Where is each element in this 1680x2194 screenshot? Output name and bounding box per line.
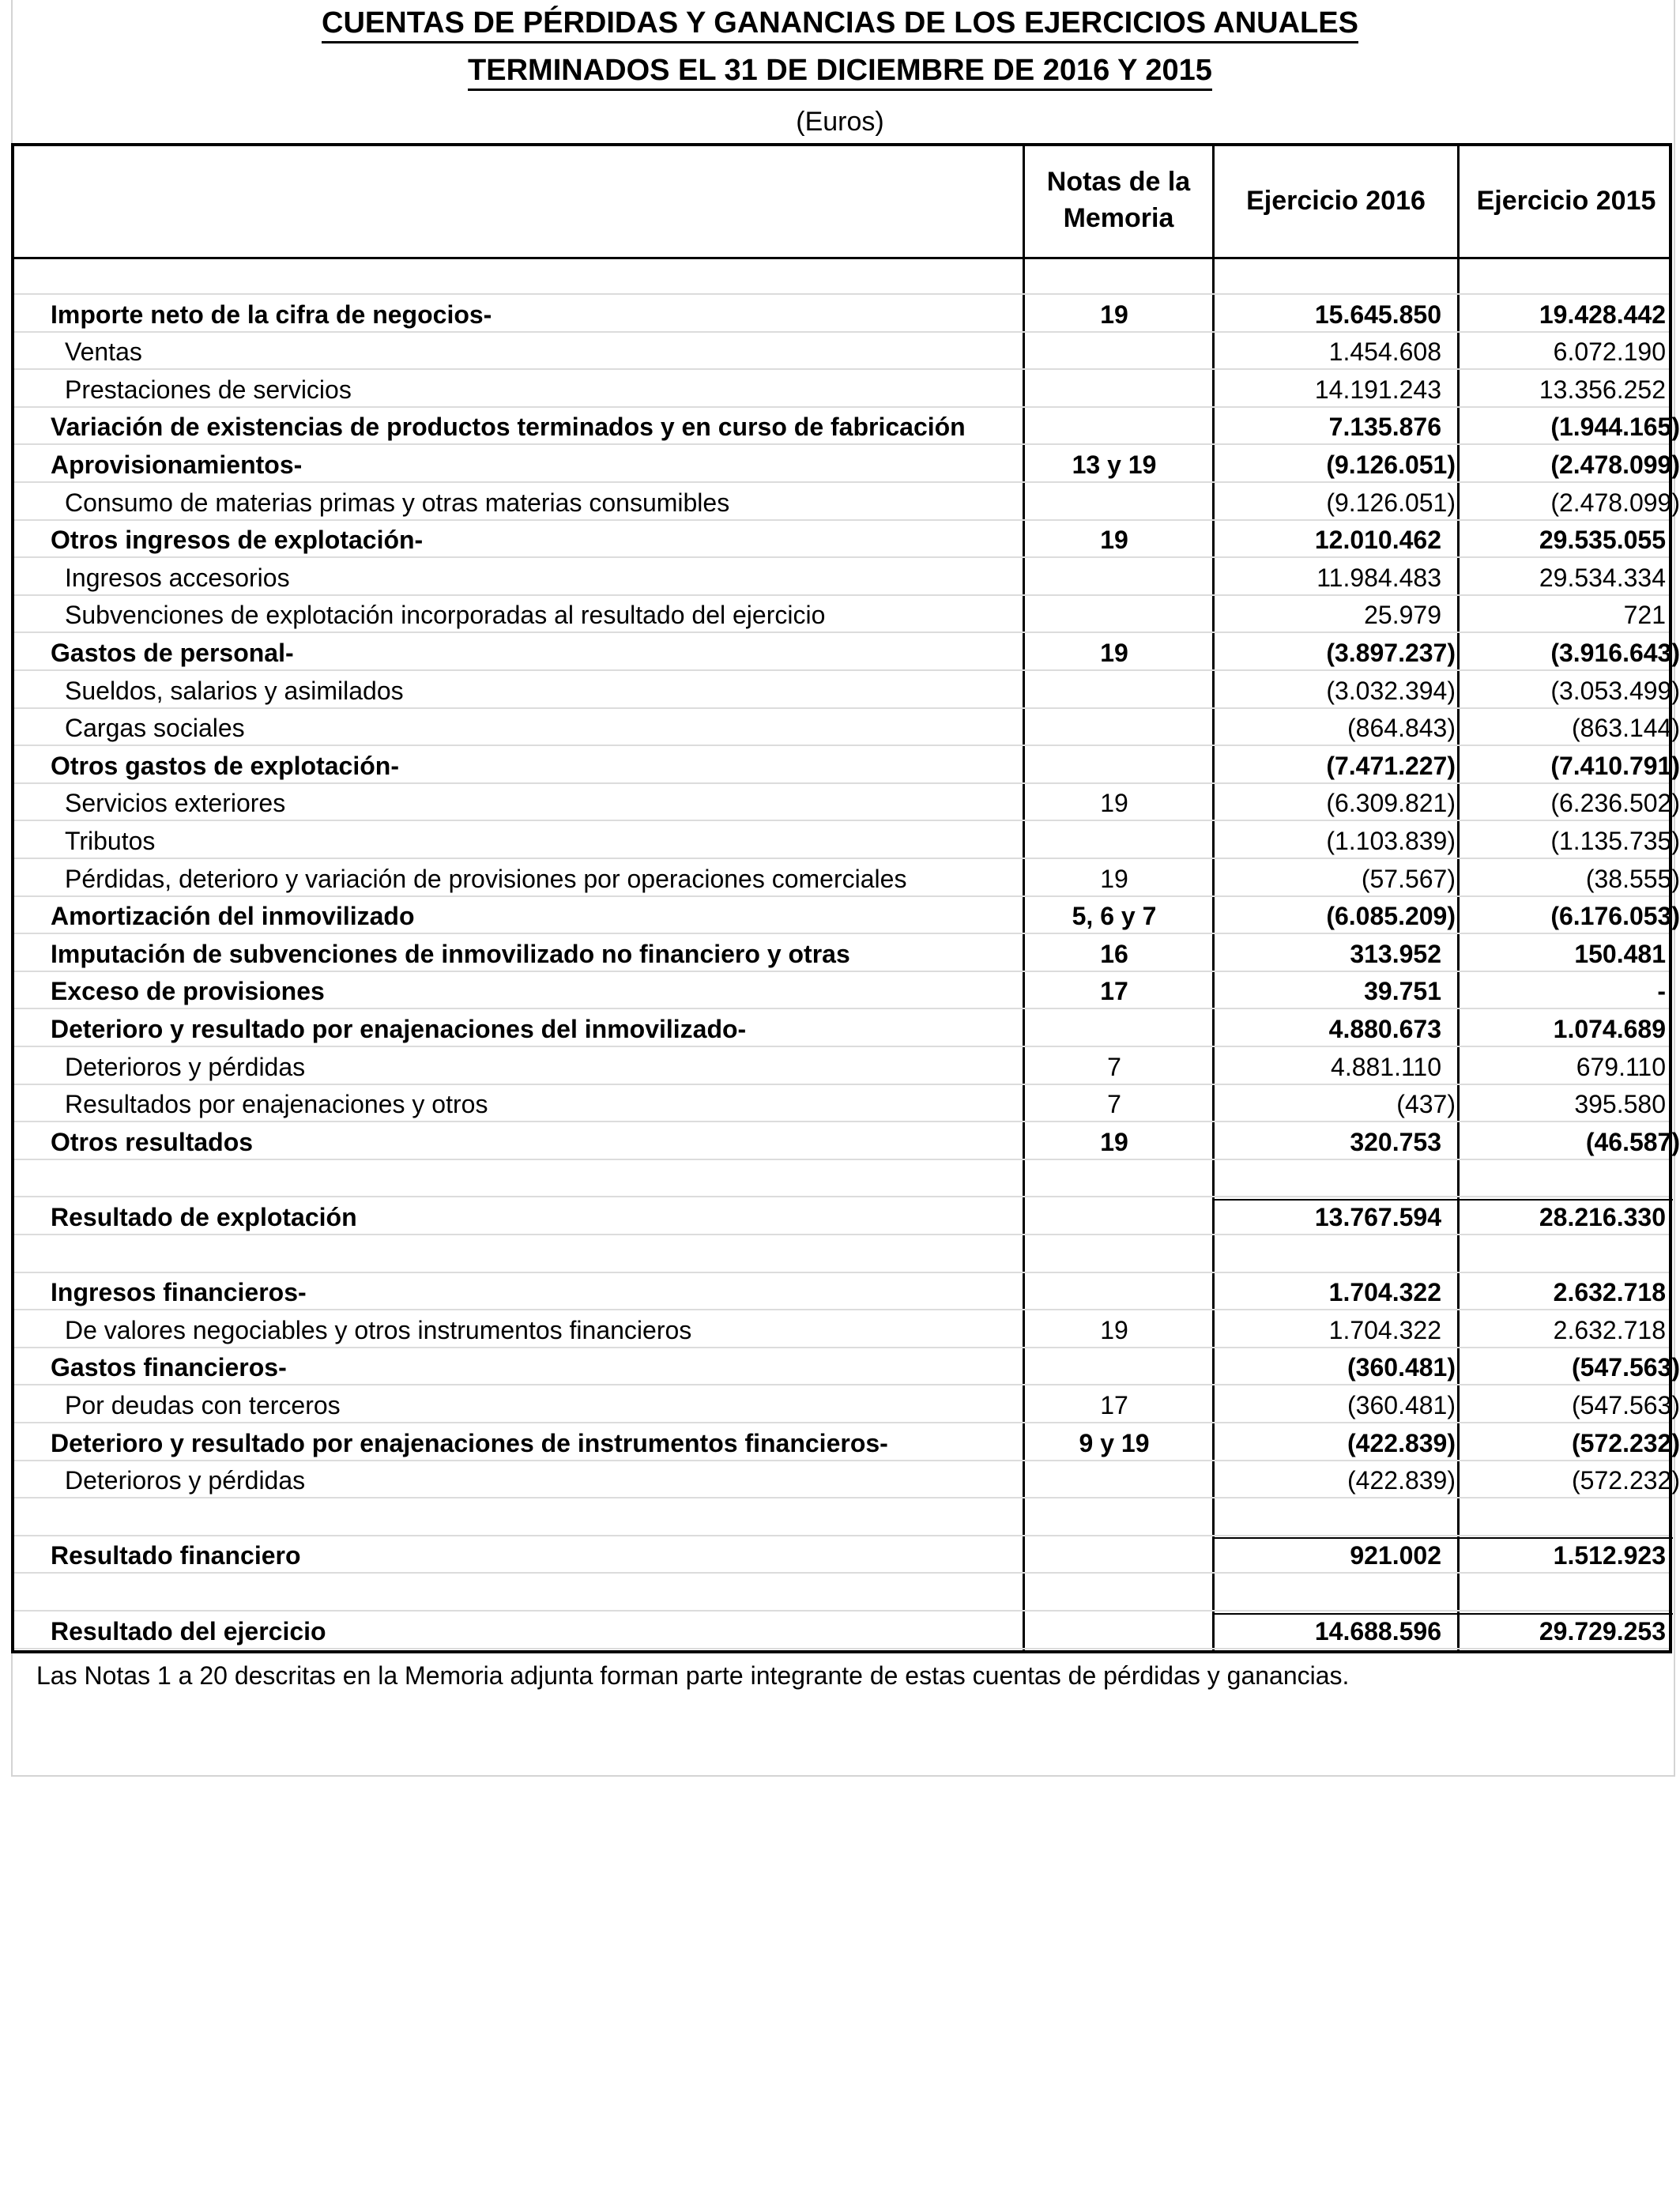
value-2016: 921.002 (1350, 1541, 1441, 1570)
value-2016: 1.454.608 (1328, 337, 1441, 367)
value-2016: (9.126.051) (1326, 488, 1456, 517)
value-2015: 721 (1623, 601, 1666, 630)
table-row (14, 748, 1680, 786)
row-label (51, 258, 1030, 296)
row-note (1018, 1575, 1211, 1613)
row-note (1018, 1500, 1211, 1538)
row-label: Exceso de provisiones (51, 977, 325, 1006)
value-2015: 6.072.190 (1553, 337, 1666, 367)
row-label: Imputación de subvenciones de inmovilizado no financiero y otras (51, 939, 850, 968)
table-row (14, 936, 1669, 974)
value-2016: 12.010.462 (1314, 526, 1441, 555)
value-2015: 679.110 (1576, 1052, 1666, 1081)
table-row (14, 710, 1680, 748)
value-2016 (1212, 258, 1456, 296)
row-note: 19 (1100, 300, 1128, 329)
row-label: Ingresos financieros- (51, 1278, 307, 1307)
value-2016: 14.688.596 (1314, 1616, 1441, 1646)
row-label: Importe neto de la cifra de negocios- (51, 300, 492, 329)
row-label: Tributos (65, 827, 156, 855)
value-2015: - (1657, 977, 1666, 1006)
table-row (14, 1349, 1680, 1387)
value-2016: 313.952 (1350, 939, 1441, 968)
row-note: 19 (1100, 789, 1128, 818)
table-row (14, 409, 1680, 447)
row-label: Resultado del ejercicio (51, 1616, 326, 1646)
row-label: Deterioro y resultado por enajenaciones del inmovilizado- (51, 1015, 747, 1043)
row-note (1018, 710, 1211, 748)
table-row (14, 1462, 1680, 1500)
row-label: Ingresos accesorios (65, 563, 290, 592)
value-2016: (864.843) (1347, 714, 1456, 743)
value-2015: 1.074.689 (1553, 1015, 1666, 1043)
footnote: Las Notas 1 a 20 descritas en la Memoria adjunta forman parte integrante de estas cuentas de pérdidas y ganancias. (36, 1661, 1350, 1690)
table-row (14, 296, 1669, 334)
row-note: 13 y 19 (1072, 450, 1157, 479)
row-label: Consumo de materias primas y otras materias consumibles (65, 488, 730, 517)
value-2015: (46.587) (1585, 1127, 1680, 1156)
value-2015 (1457, 1237, 1680, 1275)
value-2016: (1.103.839) (1326, 827, 1456, 855)
value-2015: 29.534.334 (1539, 563, 1666, 592)
value-2016: (422.839) (1347, 1466, 1456, 1495)
value-2015 (1457, 258, 1680, 296)
value-2016 (1212, 1500, 1456, 1538)
value-2015 (1457, 1500, 1680, 1538)
table-row (14, 861, 1680, 899)
row-label: Otros ingresos de explotación- (51, 526, 424, 555)
table-row (14, 560, 1669, 598)
row-label: Sueldos, salarios y asimilados (65, 676, 404, 705)
value-2015: 19.428.442 (1539, 300, 1666, 329)
value-2016: (7.471.227) (1326, 751, 1456, 780)
header-notes: Notas de la Memoria (1046, 167, 1191, 233)
table-row (14, 1161, 1669, 1199)
table-row (14, 1237, 1669, 1275)
table-row (14, 673, 1680, 711)
row-label: Ventas (65, 337, 142, 367)
value-2016: 1.704.322 (1328, 1278, 1441, 1307)
row-label: Otros resultados (51, 1127, 254, 1156)
value-2016: 13.767.594 (1314, 1203, 1441, 1231)
table-row (14, 1199, 1669, 1237)
title-line-1: CUENTAS DE PÉRDIDAS Y GANANCIAS DE LOS EJERCICIOS ANUALES (0, 5, 1680, 41)
row-note: 17 (1100, 1391, 1128, 1419)
value-2016: (437) (1396, 1090, 1456, 1119)
value-2016: (422.839) (1347, 1428, 1456, 1457)
table-row (14, 597, 1669, 635)
row-label (51, 1161, 1030, 1199)
value-2016: (3.032.394) (1326, 676, 1456, 705)
table-row (14, 1613, 1669, 1651)
table-row (14, 371, 1669, 409)
row-label: Deterioros y pérdidas (65, 1052, 306, 1081)
value-2016: 15.645.850 (1314, 300, 1441, 329)
value-2015 (1457, 1575, 1680, 1613)
row-label: Gastos financieros- (51, 1353, 287, 1382)
row-note: 17 (1100, 977, 1128, 1006)
row-note: 9 y 19 (1079, 1428, 1150, 1457)
table-row (14, 1537, 1669, 1575)
row-label: Por deudas con terceros (65, 1391, 341, 1419)
value-2015: (572.232) (1572, 1466, 1680, 1495)
row-note: 19 (1100, 1315, 1128, 1344)
row-label: Deterioro y resultado por enajenaciones de instrumentos financieros- (51, 1428, 888, 1457)
value-2016: (6.309.821) (1326, 789, 1456, 818)
value-2016: (57.567) (1361, 864, 1456, 893)
row-note (1018, 484, 1211, 522)
value-2016 (1212, 1161, 1456, 1199)
value-2015: (863.144) (1572, 714, 1680, 743)
value-2015: (3.916.643) (1550, 639, 1680, 667)
value-2015: (38.555) (1585, 864, 1680, 893)
value-2015: (572.232) (1572, 1428, 1680, 1457)
row-note: 19 (1100, 1127, 1128, 1156)
row-note: 7 (1107, 1090, 1121, 1119)
row-label: Variación de existencias de productos terminados y en curso de fabricación (51, 413, 966, 442)
value-2016: 39.751 (1364, 977, 1441, 1006)
row-label: Resultado financiero (51, 1541, 301, 1570)
value-2015: (547.563) (1572, 1391, 1680, 1419)
row-note: 19 (1100, 639, 1128, 667)
table-row (14, 1575, 1669, 1613)
value-2015: 29.535.055 (1539, 526, 1666, 555)
row-note: 19 (1100, 526, 1128, 555)
value-2016: 14.191.243 (1314, 375, 1441, 404)
row-note (1018, 1237, 1211, 1275)
row-label: Subvenciones de explotación incorporadas al resultado del ejercicio (65, 601, 826, 630)
table-row (14, 334, 1669, 371)
value-2016: 1.704.322 (1328, 1315, 1441, 1344)
row-label: Cargas sociales (65, 714, 245, 743)
row-note (1018, 258, 1211, 296)
value-2016: 4.880.673 (1328, 1015, 1441, 1043)
table-row (14, 823, 1680, 861)
row-note (1018, 1274, 1211, 1312)
value-2016: (9.126.051) (1326, 450, 1456, 479)
value-2016: 4.881.110 (1331, 1052, 1441, 1081)
table-row (14, 1011, 1669, 1049)
header-year-2016: Ejercicio 2016 (1246, 186, 1426, 216)
value-2015: 395.580 (1574, 1090, 1666, 1119)
value-2016: 25.979 (1364, 601, 1441, 630)
row-label: Prestaciones de servicios (65, 375, 352, 404)
row-note (1018, 1613, 1211, 1651)
value-2015: (2.478.099) (1550, 450, 1680, 479)
value-2015: (7.410.791) (1550, 751, 1680, 780)
units-label: (Euros) (796, 107, 884, 137)
row-note (1018, 409, 1211, 447)
value-2016: 7.135.876 (1328, 413, 1441, 442)
row-label: Pérdidas, deterioro y variación de provisiones por operaciones comerciales (65, 864, 907, 893)
table-row (14, 1274, 1669, 1312)
row-note: 16 (1100, 939, 1128, 968)
income-statement-table (11, 143, 1680, 1653)
row-note (1018, 1537, 1211, 1575)
value-2015: 29.729.253 (1539, 1616, 1666, 1646)
row-label: Amortización del inmovilizado (51, 902, 415, 931)
table-row (14, 1049, 1669, 1087)
row-label: Servicios exteriores (65, 789, 286, 818)
table-row (14, 785, 1680, 823)
value-2015: (6.236.502) (1550, 789, 1680, 818)
row-label: Resultado de explotación (51, 1203, 357, 1231)
row-note: 7 (1107, 1052, 1121, 1081)
row-label (51, 1575, 1030, 1613)
row-label: Resultados por enajenaciones y otros (65, 1090, 488, 1119)
table-row (14, 898, 1680, 936)
row-label: De valores negociables y otros instrumentos financieros (65, 1315, 692, 1344)
value-2015: (3.053.499) (1550, 676, 1680, 705)
value-2016: (3.897.237) (1326, 639, 1456, 667)
row-note: 5, 6 y 7 (1072, 902, 1157, 931)
value-2016: (6.085.209) (1326, 902, 1456, 931)
row-label: Deterioros y pérdidas (65, 1466, 306, 1495)
row-note (1018, 673, 1211, 711)
value-2015: (2.478.099) (1550, 488, 1680, 517)
table-row (14, 484, 1680, 522)
value-2015: 13.356.252 (1539, 375, 1666, 404)
row-note (1018, 1462, 1211, 1500)
row-label: Otros gastos de explotación- (51, 751, 399, 780)
value-2015: (1.135.735) (1550, 827, 1680, 855)
value-2016 (1212, 1237, 1456, 1275)
value-2015: (1.944.165) (1550, 413, 1680, 442)
value-2015: (6.176.053) (1550, 902, 1680, 931)
row-note (1018, 1199, 1211, 1237)
table-row (14, 447, 1680, 484)
value-2015: 2.632.718 (1553, 1278, 1666, 1307)
value-2016 (1212, 1575, 1456, 1613)
row-label: Aprovisionamientos- (51, 450, 303, 479)
row-note (1018, 334, 1211, 371)
title-line-2: TERMINADOS EL 31 DE DICIEMBRE DE 2016 Y 2015 (0, 52, 1680, 89)
value-2016: 11.984.483 (1317, 563, 1441, 592)
value-2015: 28.216.330 (1539, 1203, 1666, 1231)
table-row (14, 635, 1680, 673)
value-2015: 150.481 (1574, 939, 1666, 968)
table-row (14, 1086, 1669, 1124)
row-note (1018, 1349, 1211, 1387)
row-label (51, 1500, 1030, 1538)
row-note (1018, 560, 1211, 598)
row-note (1018, 748, 1211, 786)
row-label: Gastos de personal- (51, 639, 294, 667)
value-2015: 1.512.923 (1553, 1541, 1666, 1570)
row-label (51, 1237, 1030, 1275)
row-note (1018, 1011, 1211, 1049)
table-row (14, 973, 1669, 1011)
row-note (1018, 597, 1211, 635)
value-2015: 2.632.718 (1553, 1315, 1666, 1344)
table-row (14, 1425, 1680, 1463)
value-2015: (547.563) (1572, 1353, 1680, 1382)
row-note (1018, 1161, 1211, 1199)
table-row (14, 522, 1669, 560)
value-2016: (360.481) (1347, 1353, 1456, 1382)
row-note: 19 (1100, 864, 1128, 893)
table-row (14, 1124, 1680, 1162)
table-row (14, 1500, 1669, 1538)
table-row (14, 1387, 1680, 1425)
header-year-2015: Ejercicio 2015 (1476, 186, 1656, 216)
row-note (1018, 823, 1211, 861)
table-row (14, 1312, 1669, 1350)
value-2015 (1457, 1161, 1680, 1199)
value-2016: (360.481) (1347, 1391, 1456, 1419)
table-row (14, 258, 1669, 296)
row-note (1018, 371, 1211, 409)
value-2016: 320.753 (1350, 1127, 1441, 1156)
